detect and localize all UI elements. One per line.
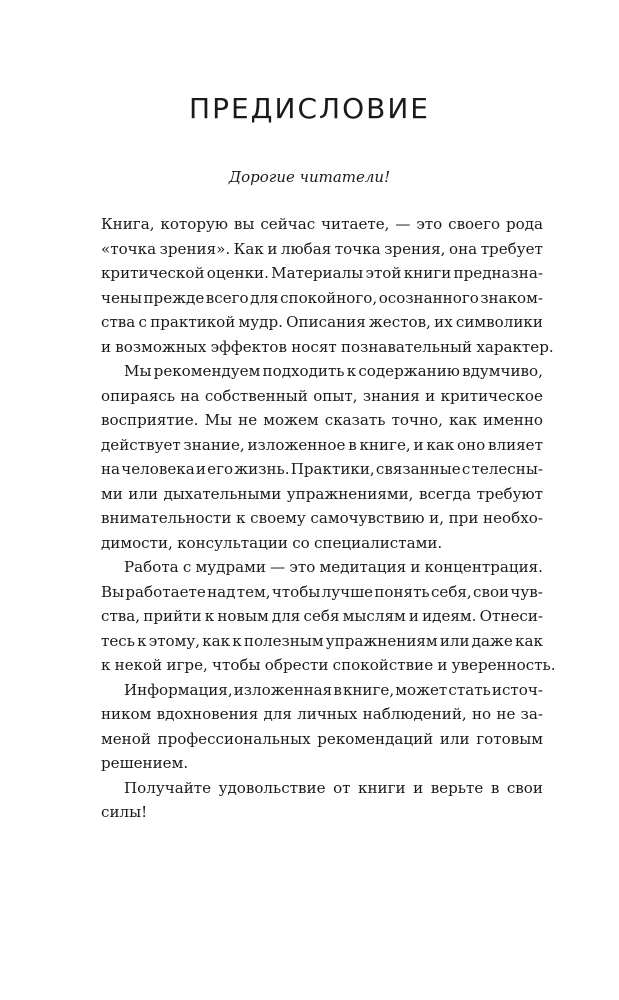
text-line: опираясь на собственный опыт, знания и критическое	[101, 386, 543, 405]
text-line: ми или дыхательными упражнениями, всегда требуют	[101, 484, 543, 503]
text-line: «точка зрения». Как и любая точка зрения, она требует	[101, 239, 543, 258]
text-line: чены прежде всего для спокойного, осознанного знаком-	[101, 288, 543, 307]
greeting: Дорогие читатели!	[228, 168, 391, 186]
text-line: ства, прийти к новым для себя мыслям и идеям. Отнеси-	[101, 607, 543, 625]
text-line: на человека и его жизнь. Практики, связанные с телесны-	[101, 460, 543, 478]
text-line: Книга, которую вы сейчас читаете, — это своего рода	[101, 215, 543, 233]
text-line: димости, консультации со специалистами.	[101, 533, 443, 552]
text-line: восприятие. Мы не можем сказать точно, как именно	[101, 411, 543, 429]
paragraph	[101, 555, 556, 678]
text-line: действует знание, изложенное в книге, и как оно влияет	[101, 435, 543, 454]
paragraph	[101, 359, 543, 555]
text-line: тесь к этому, как к полезным упражнениям или даже как	[101, 631, 543, 650]
text-line: критической оценки. Материалы этой книги предназна-	[101, 264, 543, 282]
text-line: внимательности к своему самочувствию и, при необхо-	[101, 509, 543, 527]
paragraph	[101, 212, 554, 359]
page-title: ПРЕДИСЛОВИЕ	[189, 92, 430, 125]
text-line: Информация, изложенная в книге, может стать источ-	[124, 680, 543, 699]
text-line: ства с практикой мудр. Описания жестов, их символики	[101, 313, 543, 331]
text-line: и возможных эффектов носят познавательный характер.	[101, 337, 554, 356]
text-line: к некой игре, чтобы обрести спокойствие и уверенность.	[101, 656, 556, 674]
paragraph	[101, 678, 543, 776]
text-line: Получайте удовольствие от книги и верьте в свои	[124, 778, 543, 797]
text-line: силы!	[101, 803, 148, 821]
text-line: Мы рекомендуем подходить к содержанию вдумчиво,	[124, 362, 543, 380]
text-line: ником вдохновения для личных наблюдений, но не за-	[101, 705, 543, 723]
body-text	[101, 212, 556, 825]
text-line: решением.	[101, 754, 189, 772]
text-line: Работа с мудрами — это медитация и концентрация.	[124, 558, 543, 576]
text-line: меной профессиональных рекомендаций или готовым	[101, 729, 543, 748]
paragraph	[101, 776, 543, 825]
text-line: Вы работаете над тем, чтобы лучше понять себя, свои чув-	[101, 582, 543, 601]
